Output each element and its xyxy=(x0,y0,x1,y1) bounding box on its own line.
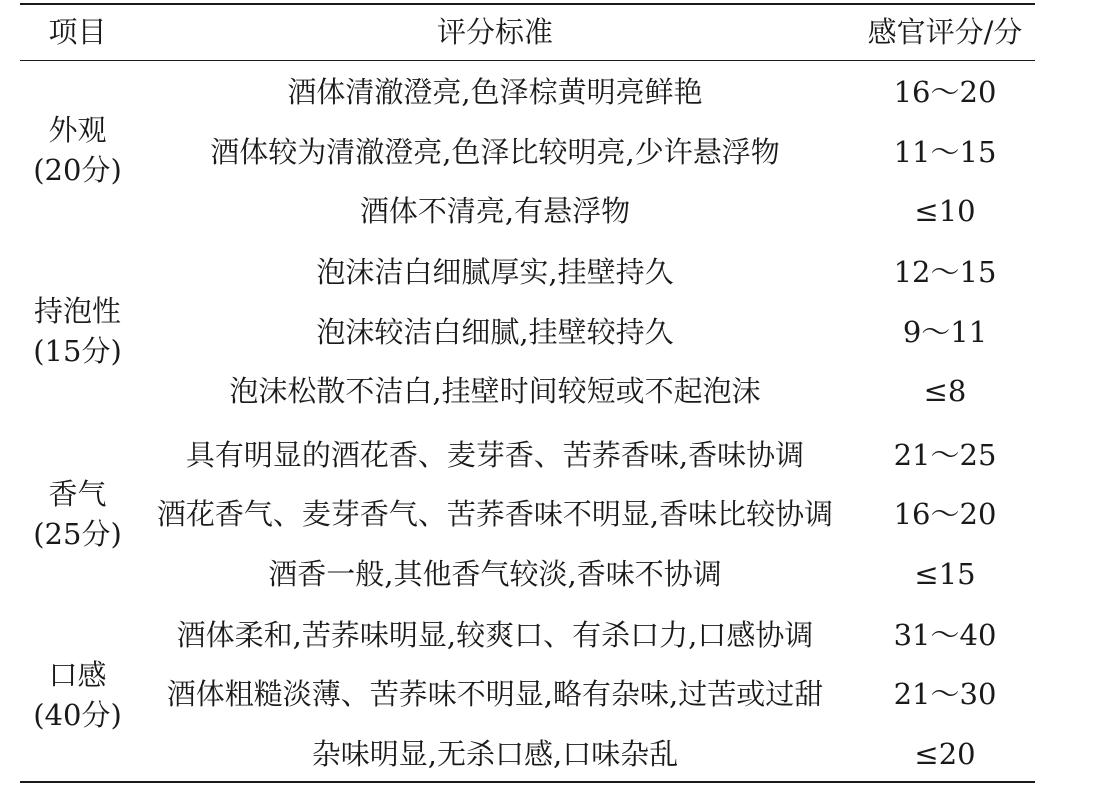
table-header-rule xyxy=(20,60,1035,61)
score-cell: 31～40 xyxy=(893,618,997,652)
group-points: (25分) xyxy=(33,517,122,551)
score-cell: 21～25 xyxy=(893,438,997,472)
score-cell: 16～20 xyxy=(893,497,997,531)
criteria-cell: 酒体不清亮,有悬浮物 xyxy=(359,194,631,228)
score-cell: 9～11 xyxy=(902,315,988,349)
header-criteria: 评分标准 xyxy=(436,15,553,49)
criteria-cell: 泡沫洁白细腻厚实,挂壁持久 xyxy=(316,255,674,289)
score-cell: 11～15 xyxy=(893,135,997,169)
score-cell: ≤15 xyxy=(914,557,976,591)
criteria-cell: 泡沫较洁白细腻,挂壁较持久 xyxy=(316,315,674,349)
group-label-foam xyxy=(20,291,135,371)
header-item: 项目 xyxy=(48,15,107,49)
criteria-cell: 酒体清澈澄亮,色泽棕黄明亮鲜艳 xyxy=(287,75,703,109)
group-label-appearance xyxy=(20,110,135,190)
table-top-rule xyxy=(20,3,1035,5)
score-cell: ≤8 xyxy=(923,374,967,408)
group-points: (20分) xyxy=(33,153,122,187)
criteria-cell: 泡沫松散不洁白,挂壁时间较短或不起泡沫 xyxy=(229,374,761,408)
criteria-cell: 酒体较为清澈澄亮,色泽比较明亮,少许悬浮物 xyxy=(210,135,780,169)
group-name: 口感 xyxy=(48,658,107,692)
score-cell: 12～15 xyxy=(893,255,997,289)
score-cell: ≤10 xyxy=(914,194,976,228)
group-points: (15分) xyxy=(33,334,122,368)
criteria-cell: 酒体粗糙淡薄、苦荞味不明显,略有杂味,过苦或过甜 xyxy=(166,677,824,711)
group-label-taste xyxy=(20,655,135,735)
header-score: 感官评分/分 xyxy=(867,15,1023,49)
criteria-cell: 酒香一般,其他香气较淡,香味不协调 xyxy=(268,557,722,591)
score-cell: ≤20 xyxy=(914,737,976,771)
criteria-cell: 具有明显的酒花香、麦芽香、苦荞香味,香味协调 xyxy=(185,438,805,472)
criteria-cell: 杂味明显,无杀口感,口味杂乱 xyxy=(311,737,679,771)
table-bottom-rule xyxy=(20,781,1035,783)
group-points: (40分) xyxy=(33,698,122,732)
group-name: 外观 xyxy=(48,113,107,147)
score-cell: 16～20 xyxy=(893,75,997,109)
score-cell: 21～30 xyxy=(893,677,997,711)
criteria-cell: 酒体柔和,苦荞味明显,较爽口、有杀口力,口感协调 xyxy=(176,618,814,652)
criteria-cell: 酒花香气、麦芽香气、苦荞香味不明显,香味比较协调 xyxy=(156,497,834,531)
group-name: 持泡性 xyxy=(33,294,121,328)
group-name: 香气 xyxy=(48,477,107,511)
group-label-aroma xyxy=(20,474,135,554)
